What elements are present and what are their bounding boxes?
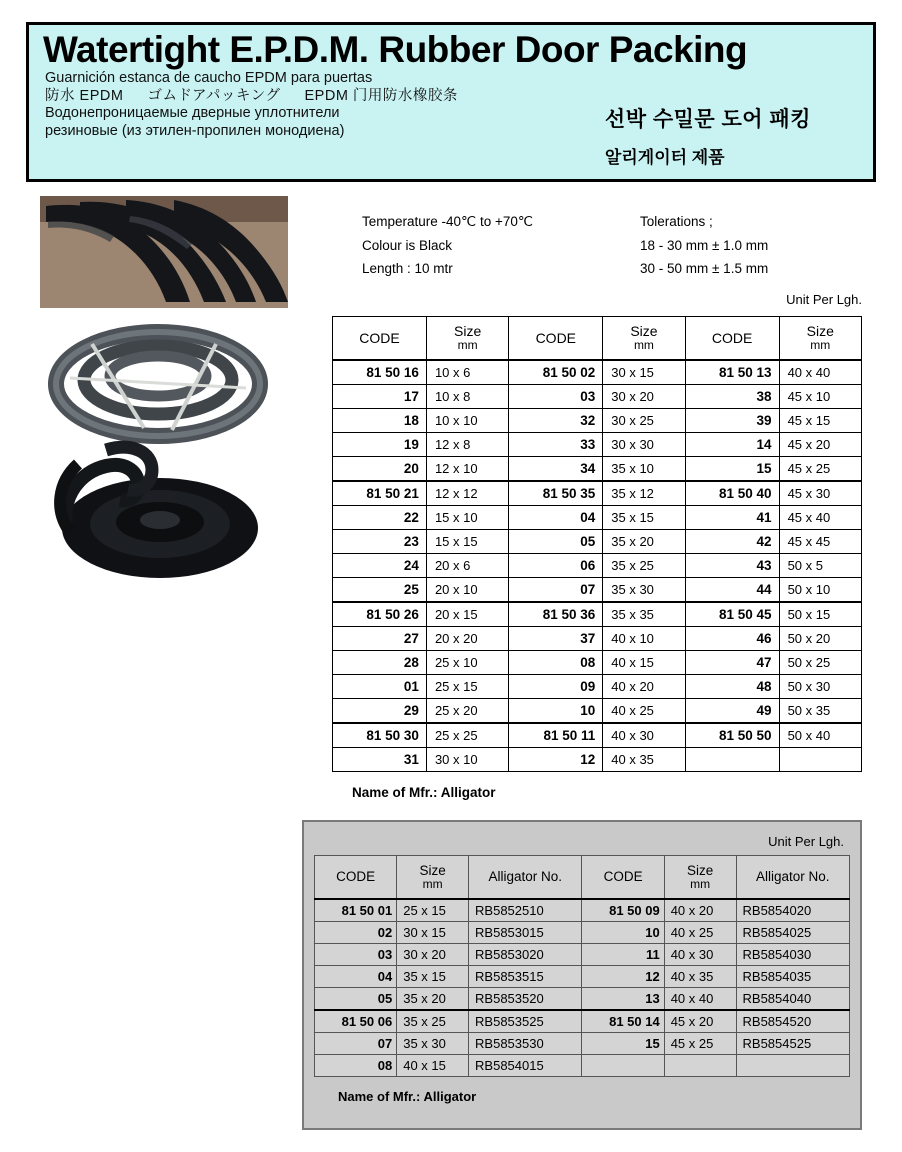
table-row xyxy=(333,723,862,748)
cell-code: 41 xyxy=(685,506,779,530)
header-size-text-1: Size xyxy=(419,862,446,878)
cell-code: 81 50 50 xyxy=(685,723,779,748)
cell-size: 35 x 10 xyxy=(603,457,685,482)
spec-list xyxy=(362,210,533,281)
cell-code: 81 50 14 xyxy=(582,1010,664,1033)
cell-size: 40 x 20 xyxy=(664,899,736,922)
header-size-unit-1: mm xyxy=(422,876,443,891)
cell-size: 35 x 12 xyxy=(603,481,685,506)
table-row xyxy=(333,481,862,506)
unit-per-lgh-label-bottom: Unit Per Lgh. xyxy=(768,834,844,849)
table-row xyxy=(333,651,862,675)
table-row xyxy=(315,988,850,1011)
cell-size: 45 x 40 xyxy=(779,506,861,530)
cell-code: 04 xyxy=(509,506,603,530)
alligator-code-table xyxy=(314,855,850,1077)
unit-per-lgh-label-top: Unit Per Lgh. xyxy=(786,292,862,307)
cell-size: 35 x 15 xyxy=(603,506,685,530)
table-row xyxy=(333,409,862,433)
cell-size: 20 x 10 xyxy=(426,578,508,603)
cell-size: 40 x 35 xyxy=(664,966,736,988)
cell-size: 40 x 30 xyxy=(603,723,685,748)
cell-size: 50 x 10 xyxy=(779,578,861,603)
cell-size: 35 x 25 xyxy=(603,554,685,578)
cell-code: 81 50 13 xyxy=(685,360,779,385)
header-size-1 xyxy=(426,317,508,361)
cell-size: 45 x 45 xyxy=(779,530,861,554)
size-code-table-body xyxy=(333,360,862,772)
cell-code: 42 xyxy=(685,530,779,554)
cell-code: 10 xyxy=(509,699,603,724)
cell-alligator-no: RB5853015 xyxy=(469,922,582,944)
cell-code: 03 xyxy=(315,944,397,966)
cell-code: 25 xyxy=(333,578,427,603)
header-size-text-2: Size xyxy=(630,323,658,340)
cell-code: 03 xyxy=(509,385,603,409)
cell-size-empty xyxy=(779,748,861,772)
table-row xyxy=(333,578,862,603)
table-header-row xyxy=(333,317,862,361)
cell-code: 23 xyxy=(333,530,427,554)
cell-size: 12 x 10 xyxy=(426,457,508,482)
cell-size: 30 x 10 xyxy=(426,748,508,772)
cell-size: 40 x 35 xyxy=(603,748,685,772)
cell-code: 27 xyxy=(333,627,427,651)
cell-code: 81 50 36 xyxy=(509,602,603,627)
spec-temperature: Temperature -40℃ to +70℃ xyxy=(362,214,534,229)
table-row xyxy=(333,433,862,457)
header-size-text-2: Size xyxy=(686,862,714,878)
table-row xyxy=(315,966,850,988)
cell-size: 35 x 30 xyxy=(397,1033,469,1055)
cell-size: 30 x 20 xyxy=(397,944,469,966)
subtitle-russian-2: резиновые (из этилен-пропилен монодиена) xyxy=(45,122,345,139)
cell-size: 40 x 40 xyxy=(664,988,736,1011)
cell-code: 14 xyxy=(685,433,779,457)
cell-size: 20 x 20 xyxy=(426,627,508,651)
header-code-2: CODE xyxy=(509,317,603,361)
table-row xyxy=(333,360,862,385)
header-size-text-1: Size xyxy=(454,323,482,340)
header-size-2 xyxy=(664,856,736,900)
cell-size: 45 x 15 xyxy=(779,409,861,433)
subtitle-cjk: 防水 EPDM ゴムドアパッキング EPDM 门用防水橡胶条 xyxy=(45,87,458,104)
cell-code: 10 xyxy=(582,922,664,944)
cell-code: 07 xyxy=(509,578,603,603)
table-row xyxy=(333,748,862,772)
cell-alligator-no: RB5854015 xyxy=(469,1055,582,1077)
cell-size: 35 x 15 xyxy=(397,966,469,988)
tolerations-title: Tolerations ; xyxy=(640,214,713,229)
cell-code: 81 50 16 xyxy=(333,360,427,385)
table-row xyxy=(333,554,862,578)
cell-alligator-no: RB5853020 xyxy=(469,944,582,966)
cell-code-empty xyxy=(582,1055,664,1077)
cell-size: 35 x 20 xyxy=(397,988,469,1011)
table-row xyxy=(315,944,850,966)
cell-code: 15 xyxy=(582,1033,664,1055)
cell-size: 35 x 35 xyxy=(603,602,685,627)
cell-code: 01 xyxy=(333,675,427,699)
cell-code: 39 xyxy=(685,409,779,433)
cell-size: 25 x 10 xyxy=(426,651,508,675)
cell-size: 50 x 25 xyxy=(779,651,861,675)
table-row xyxy=(333,602,862,627)
cell-size: 50 x 20 xyxy=(779,627,861,651)
table-header-row xyxy=(315,856,850,900)
product-photo-coiled-packing xyxy=(40,318,300,594)
header-code-3: CODE xyxy=(685,317,779,361)
cell-size: 15 x 15 xyxy=(426,530,508,554)
cell-size: 12 x 12 xyxy=(426,481,508,506)
cell-alligator-no: RB5854025 xyxy=(736,922,849,944)
korean-subtitle: 알리게이터 제품 xyxy=(604,148,725,167)
title-banner xyxy=(26,22,876,182)
header-alligator-no-1: Alligator No. xyxy=(469,856,582,900)
cell-size: 40 x 20 xyxy=(603,675,685,699)
cell-code: 17 xyxy=(333,385,427,409)
cell-code: 29 xyxy=(333,699,427,724)
cell-code: 34 xyxy=(509,457,603,482)
cell-code: 31 xyxy=(333,748,427,772)
cell-alligator-no: RB5853525 xyxy=(469,1010,582,1033)
cell-code: 47 xyxy=(685,651,779,675)
cell-size: 30 x 20 xyxy=(603,385,685,409)
tolerations-line-1: 18 - 30 mm ± 1.0 mm xyxy=(640,237,769,253)
cell-size: 25 x 25 xyxy=(426,723,508,748)
header-code-1: CODE xyxy=(315,856,397,900)
cell-size: 40 x 25 xyxy=(664,922,736,944)
cell-code: 81 50 06 xyxy=(315,1010,397,1033)
page-title: Watertight E.P.D.M. Rubber Door Packing xyxy=(43,29,748,70)
header-code-2: CODE xyxy=(582,856,664,900)
header-size-unit-2: mm xyxy=(633,338,654,353)
cell-code: 05 xyxy=(509,530,603,554)
table-row xyxy=(333,530,862,554)
cell-code: 13 xyxy=(582,988,664,1011)
cell-size: 45 x 20 xyxy=(664,1010,736,1033)
cell-code: 32 xyxy=(509,409,603,433)
cell-size: 10 x 8 xyxy=(426,385,508,409)
cell-code: 07 xyxy=(315,1033,397,1055)
cell-size: 40 x 10 xyxy=(603,627,685,651)
cell-code: 81 50 02 xyxy=(509,360,603,385)
cell-size: 40 x 30 xyxy=(664,944,736,966)
cell-alligator-no: RB5854020 xyxy=(736,899,849,922)
cell-size: 35 x 20 xyxy=(603,530,685,554)
header-alligator-no-2: Alligator No. xyxy=(736,856,849,900)
size-code-table xyxy=(332,316,862,772)
cell-size: 40 x 15 xyxy=(603,651,685,675)
cell-code: 81 50 40 xyxy=(685,481,779,506)
cell-size: 40 x 25 xyxy=(603,699,685,724)
cell-size: 35 x 30 xyxy=(603,578,685,603)
header-size-unit-1: mm xyxy=(457,338,478,353)
cell-code: 81 50 35 xyxy=(509,481,603,506)
alligator-table-head xyxy=(315,856,850,900)
table-row xyxy=(315,1010,850,1033)
cell-code: 18 xyxy=(333,409,427,433)
cell-code: 81 50 21 xyxy=(333,481,427,506)
cell-code: 28 xyxy=(333,651,427,675)
cell-size: 45 x 25 xyxy=(664,1033,736,1055)
table-row xyxy=(315,922,850,944)
cell-size: 25 x 15 xyxy=(397,899,469,922)
cell-size: 15 x 10 xyxy=(426,506,508,530)
cell-code: 09 xyxy=(509,675,603,699)
cell-size: 45 x 20 xyxy=(779,433,861,457)
subtitle-russian-1: Водонепроницаемые дверные уплотнители xyxy=(45,105,340,122)
header-size-text-3: Size xyxy=(806,323,834,340)
cell-size: 35 x 25 xyxy=(397,1010,469,1033)
cell-code: 06 xyxy=(509,554,603,578)
table-row xyxy=(333,699,862,724)
cell-code: 44 xyxy=(685,578,779,603)
cell-code: 81 50 01 xyxy=(315,899,397,922)
cell-code: 24 xyxy=(333,554,427,578)
cell-alligator-no: RB5854040 xyxy=(736,988,849,1011)
tolerations-line-2: 30 - 50 mm ± 1.5 mm xyxy=(640,261,769,277)
cell-code: 05 xyxy=(315,988,397,1011)
header-size-unit-2: mm xyxy=(690,876,711,891)
cell-size: 25 x 20 xyxy=(426,699,508,724)
cell-alligator-no-empty xyxy=(736,1055,849,1077)
cell-code: 22 xyxy=(333,506,427,530)
cell-code: 12 xyxy=(582,966,664,988)
subtitle-spanish: Guarnición estanca de caucho EPDM para puertas xyxy=(45,69,373,86)
cell-code: 15 xyxy=(685,457,779,482)
korean-title-block xyxy=(605,103,811,168)
mfr-note-main: Name of Mfr.: Alligator xyxy=(352,785,496,800)
cell-size: 10 x 6 xyxy=(426,360,508,385)
cell-size: 25 x 15 xyxy=(426,675,508,699)
cell-code: 08 xyxy=(315,1055,397,1077)
cell-code: 37 xyxy=(509,627,603,651)
cell-alligator-no: RB5852510 xyxy=(469,899,582,922)
cell-alligator-no: RB5854525 xyxy=(736,1033,849,1055)
cell-code: 12 xyxy=(509,748,603,772)
cell-size: 40 x 15 xyxy=(397,1055,469,1077)
alligator-table-body xyxy=(315,899,850,1077)
cell-size: 12 x 8 xyxy=(426,433,508,457)
table-row xyxy=(315,1055,850,1077)
cell-size: 20 x 15 xyxy=(426,602,508,627)
cell-size: 50 x 15 xyxy=(779,602,861,627)
cell-alligator-no: RB5853515 xyxy=(469,966,582,988)
cell-alligator-no: RB5854035 xyxy=(736,966,849,988)
product-photo-stacked-strips xyxy=(40,196,288,308)
tolerations-list xyxy=(640,210,768,281)
spec-colour: Colour is Black xyxy=(362,237,453,253)
cell-code: 19 xyxy=(333,433,427,457)
table-row xyxy=(333,627,862,651)
cell-code-empty xyxy=(685,748,779,772)
alligator-table-panel xyxy=(302,820,862,1130)
table-row xyxy=(315,1033,850,1055)
cell-code: 81 50 11 xyxy=(509,723,603,748)
cell-alligator-no: RB5854520 xyxy=(736,1010,849,1033)
cell-code: 81 50 30 xyxy=(333,723,427,748)
cell-size: 45 x 25 xyxy=(779,457,861,482)
cell-code: 81 50 45 xyxy=(685,602,779,627)
cell-size: 40 x 40 xyxy=(779,360,861,385)
photo-graphic-2 xyxy=(40,318,300,594)
cell-size: 45 x 30 xyxy=(779,481,861,506)
cell-code: 02 xyxy=(315,922,397,944)
cell-alligator-no: RB5853530 xyxy=(469,1033,582,1055)
cell-size: 50 x 35 xyxy=(779,699,861,724)
cell-size: 30 x 30 xyxy=(603,433,685,457)
photo-graphic-1 xyxy=(40,196,288,308)
korean-title: 선박 수밀문 도어 패킹 xyxy=(604,108,811,131)
cell-size: 30 x 15 xyxy=(603,360,685,385)
table-row xyxy=(333,385,862,409)
cell-code: 49 xyxy=(685,699,779,724)
cell-code: 38 xyxy=(685,385,779,409)
cell-alligator-no: RB5854030 xyxy=(736,944,849,966)
size-code-table-head xyxy=(333,317,862,361)
header-size-unit-3: mm xyxy=(810,338,831,353)
header-size-3 xyxy=(779,317,861,361)
cell-size: 10 x 10 xyxy=(426,409,508,433)
cell-size-empty xyxy=(664,1055,736,1077)
cell-code: 46 xyxy=(685,627,779,651)
cell-size: 45 x 10 xyxy=(779,385,861,409)
cell-size: 50 x 5 xyxy=(779,554,861,578)
cell-code: 04 xyxy=(315,966,397,988)
cell-code: 81 50 09 xyxy=(582,899,664,922)
table-row xyxy=(333,675,862,699)
header-code-1: CODE xyxy=(333,317,427,361)
cell-size: 30 x 15 xyxy=(397,922,469,944)
cell-alligator-no: RB5853520 xyxy=(469,988,582,1011)
cell-code: 48 xyxy=(685,675,779,699)
cell-size: 50 x 30 xyxy=(779,675,861,699)
cell-code: 20 xyxy=(333,457,427,482)
cell-code: 33 xyxy=(509,433,603,457)
table-row xyxy=(333,506,862,530)
cell-code: 08 xyxy=(509,651,603,675)
spec-length: Length : 10 mtr xyxy=(362,261,453,277)
table-row xyxy=(333,457,862,482)
cell-code: 81 50 26 xyxy=(333,602,427,627)
header-size-2 xyxy=(603,317,685,361)
cell-size: 50 x 40 xyxy=(779,723,861,748)
mfr-note-bottom: Name of Mfr.: Alligator xyxy=(338,1089,477,1104)
header-size-1 xyxy=(397,856,469,900)
table-row xyxy=(315,899,850,922)
cell-size: 20 x 6 xyxy=(426,554,508,578)
cell-code: 43 xyxy=(685,554,779,578)
cell-code: 11 xyxy=(582,944,664,966)
cell-size: 30 x 25 xyxy=(603,409,685,433)
